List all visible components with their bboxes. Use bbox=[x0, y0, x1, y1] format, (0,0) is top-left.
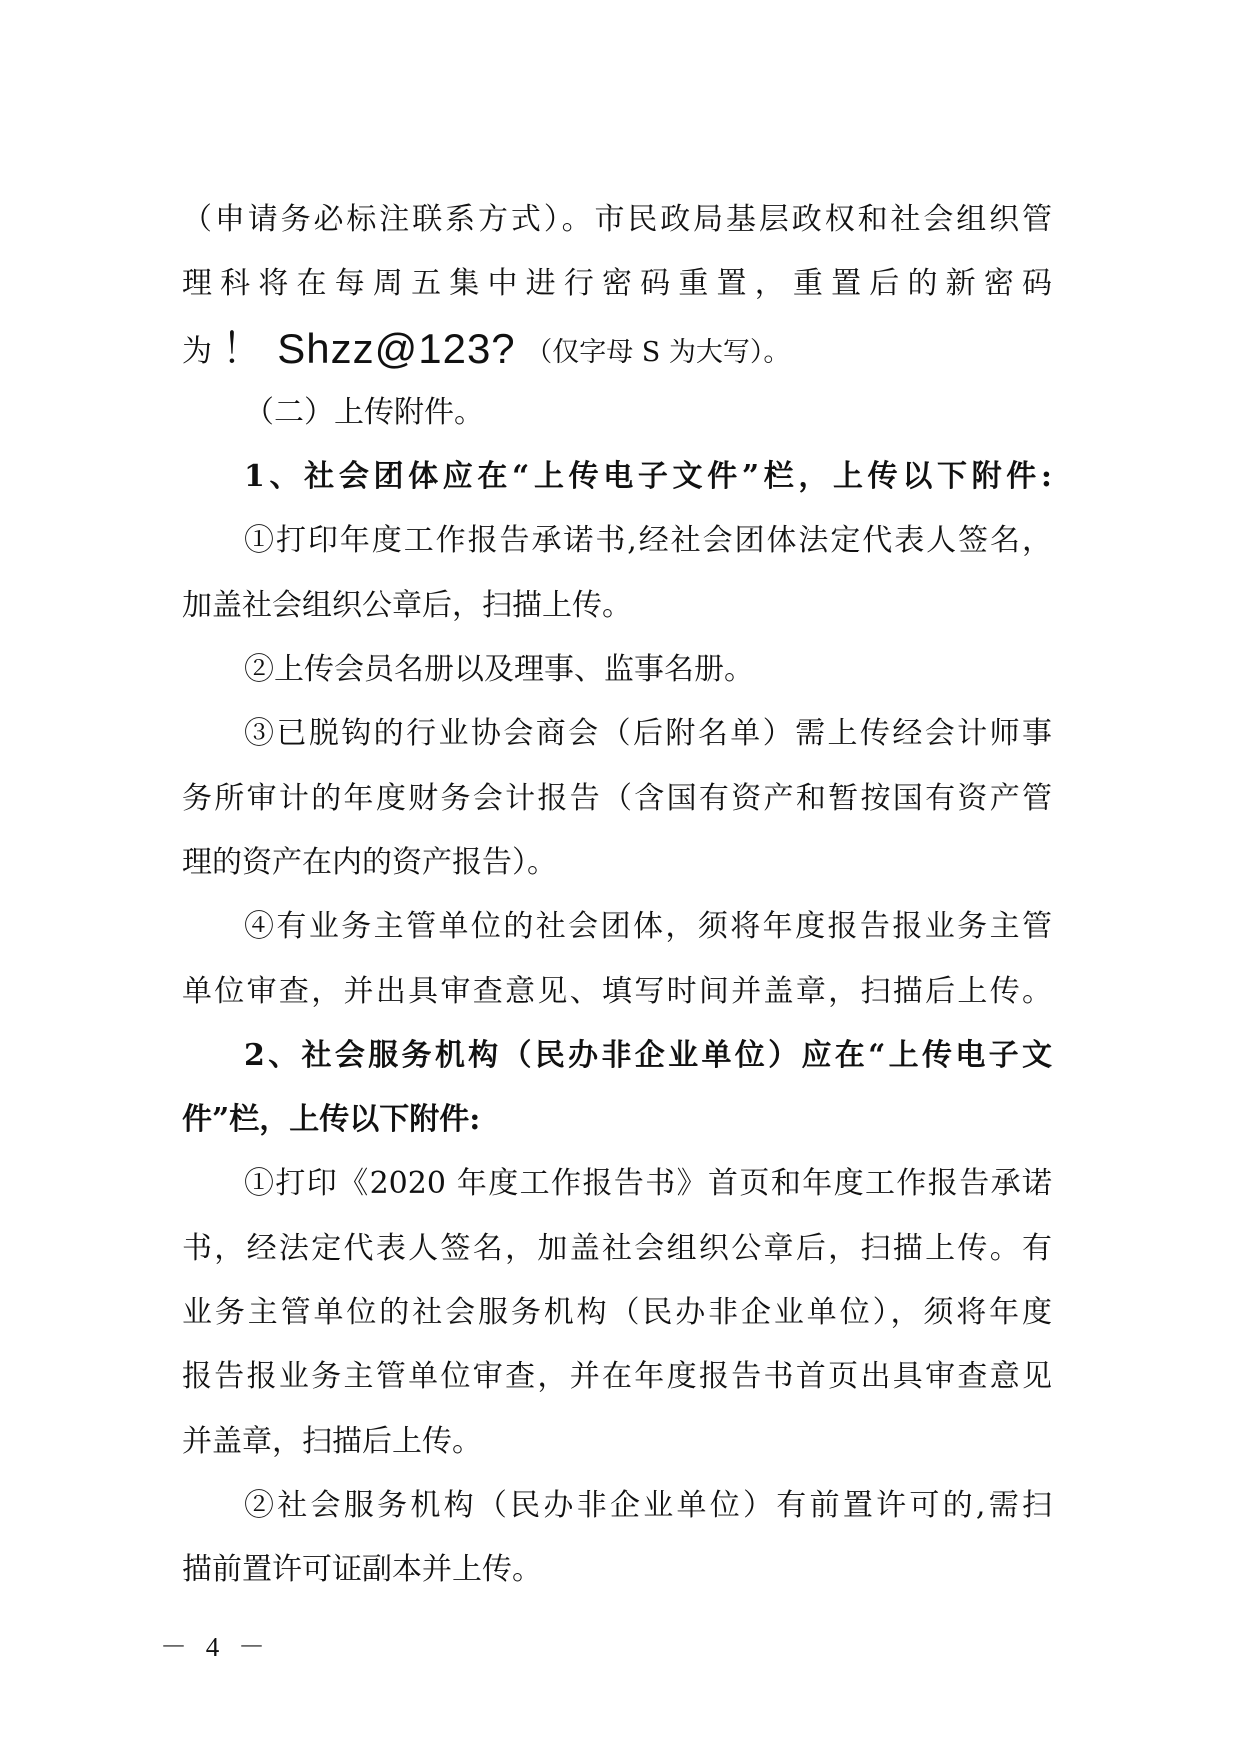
password-note: （仅字母 S 为大写）。 bbox=[525, 336, 791, 368]
document-body bbox=[182, 188, 1052, 1603]
item-2-sub-1-line-4: 报告报业务主管单位审查，并在年度报告书首页出具审查意见 bbox=[182, 1359, 1052, 1395]
item-2-heading-line-1: 2、社会服务机构（民办非企业单位）应在“上传电子文 bbox=[244, 1037, 1052, 1073]
password-paragraph-line-3 bbox=[182, 317, 1052, 381]
section-two-heading: （二）上传附件。 bbox=[244, 394, 484, 430]
item-1-sub-1-line-2: 加盖社会组织公章后，扫描上传。 bbox=[182, 587, 632, 623]
item-2-heading-line-2: 件”栏，上传以下附件: bbox=[182, 1102, 481, 1138]
item-2-sub-1-line-1: ①打印《2020 年度工作报告书》首页和年度工作报告承诺 bbox=[244, 1166, 1052, 1202]
item-2-sub-2-line-1: ②社会服务机构（民办非企业单位）有前置许可的,需扫 bbox=[244, 1487, 1052, 1523]
item-1-sub-4-line-2: 单位审查，并出具审查意见、填写时间并盖章，扫描后上传。 bbox=[182, 973, 1052, 1009]
item-1-sub-3-line-1: ③已脱钩的行业协会商会（后附名单）需上传经会计师事 bbox=[244, 716, 1052, 752]
item-1-sub-2-line-1: ②上传会员名册以及理事、监事名册。 bbox=[244, 652, 754, 688]
item-1-sub-1-line-1: ①打印年度工作报告承诺书,经社会团体法定代表人签名， bbox=[244, 523, 1052, 559]
item-2-sub-1-line-5: 并盖章，扫描后上传。 bbox=[182, 1423, 482, 1459]
password-paragraph-line-2: 理科将在每周五集中进行密码重置，重置后的新密码 bbox=[182, 266, 1052, 302]
item-2-sub-1-line-2: 书，经法定代表人签名，加盖社会组织公章后，扫描上传。有 bbox=[182, 1230, 1052, 1266]
item-1-sub-3-line-2: 务所审计的年度财务会计报告（含国有资产和暂按国有资产管 bbox=[182, 780, 1052, 816]
item-2-sub-1-line-3: 业务主管单位的社会服务机构（民办非企业单位），须将年度 bbox=[182, 1295, 1052, 1331]
item-1-heading: 1、社会团体应在“上传电子文件”栏，上传以下附件: bbox=[244, 459, 1052, 495]
password-paragraph-line-1: （申请务必标注联系方式）。市民政局基层政权和社会组织管 bbox=[182, 202, 1052, 237]
reset-password-value: ！ Shzz@123? bbox=[221, 324, 516, 372]
item-2-sub-2-line-2: 描前置许可证副本并上传。 bbox=[182, 1552, 542, 1588]
item-1-sub-4-line-1: ④有业务主管单位的社会团体，须将年度报告报业务主管 bbox=[244, 909, 1052, 945]
password-prefix: 为 bbox=[182, 333, 212, 369]
page-number: － 4 － bbox=[160, 1632, 271, 1662]
item-1-sub-3-line-3: 理的资产在内的资产报告）。 bbox=[182, 844, 557, 880]
